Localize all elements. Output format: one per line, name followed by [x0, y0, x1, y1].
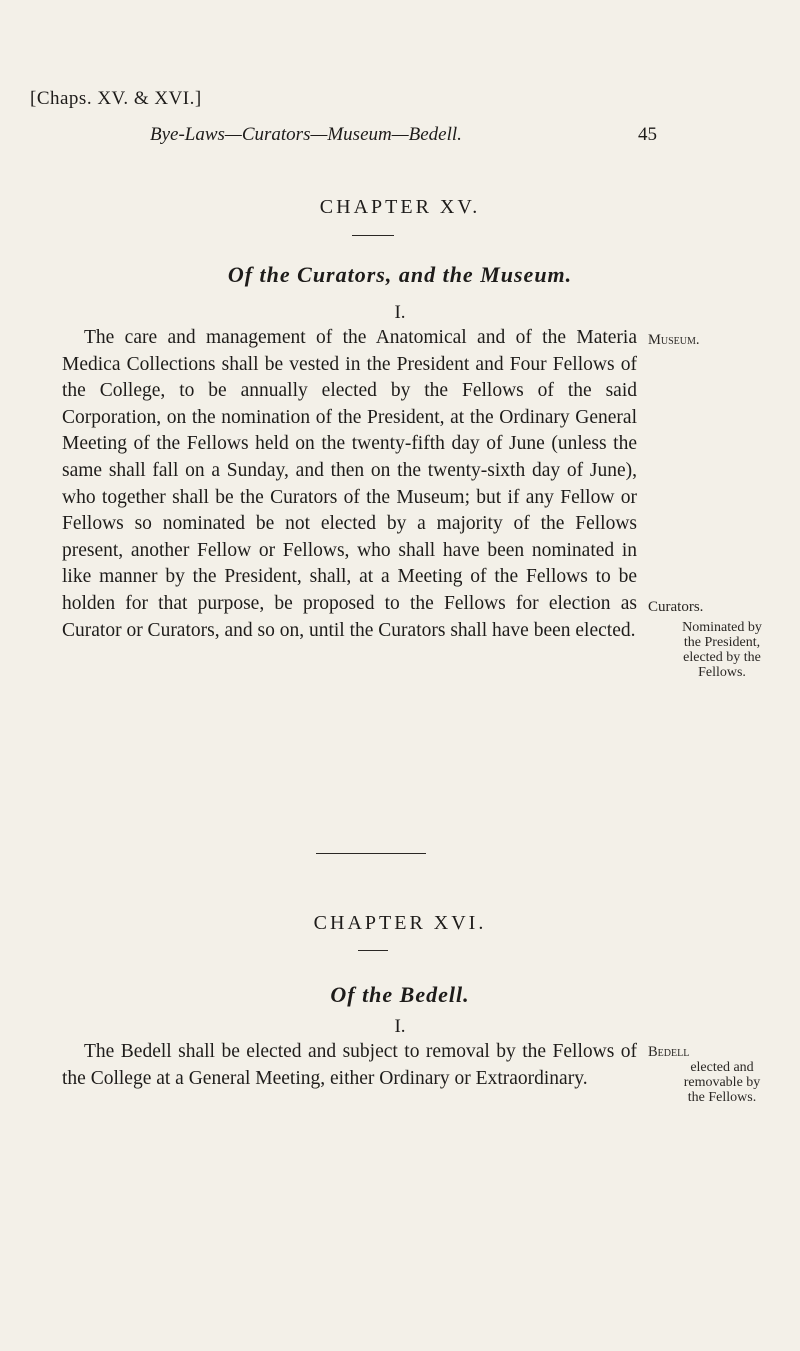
page-number: 45 — [638, 124, 657, 145]
sidenote-line: Nominated by — [682, 620, 762, 635]
chapter-xv-section-number: I. — [394, 302, 406, 323]
chapter-xvi-section-title: Of the Bedell. — [330, 982, 470, 1007]
sidenote-museum: Museum. — [648, 332, 700, 348]
sidenote-line: Fellows. — [698, 665, 746, 680]
sidenote-line: the President, — [683, 635, 761, 650]
chapter-xv-paragraph — [62, 325, 637, 644]
sidenote-line: elected and — [690, 1060, 754, 1075]
sidenote-curators: Curators. — [648, 599, 704, 615]
paragraph-text: The Bedell shall be elected and subject to removal by the Fellows of the College at a General Meeting, either Ordinary or Extraordinary. — [62, 1041, 637, 1089]
sidenote-line: Bedell — [648, 1044, 690, 1060]
chapter-xvi-title: CHAPTER XVI. — [313, 912, 487, 934]
divider-rule — [316, 853, 426, 854]
chapter-xvi-section-number: I. — [394, 1016, 406, 1037]
divider-rule — [352, 235, 394, 236]
sidenote-nominated — [648, 620, 796, 680]
sidenote-line: elected by the — [683, 650, 761, 665]
sidenote-bedell — [648, 1045, 796, 1105]
chapter-xv-title: CHAPTER XV. — [319, 196, 481, 218]
sidenote-line: the Fellows. — [687, 1090, 757, 1105]
chapters-reference: [Chaps. XV. & XVI.] — [30, 88, 202, 109]
running-head: Bye-Laws—Curators—Museum—Bedell. — [150, 124, 462, 145]
chapter-xvi-paragraph — [62, 1039, 637, 1092]
paragraph-text: The care and management of the Anatomical and of the Materia Medica Collections shall be vested in the President and Four Fellows of the College, to be annually elected by the Fellows of the said Corporation, on the nomination of the President, at the Ordinary General Meeting of the Fellows held on the twenty-fifth day of June (unless the same shall fall on a Sunday, and then on the twenty-sixth day of June), who together shall be the Curators of the Museum; but if any Fellow or Fellows so nominated be not elected by a majority of the Fellows present, another Fellow or Fellows, who shall have been nominated in like manner by the President, shall, at a Meeting of the Fellows to be holden for that purpose, be proposed to the Fellows for election as Curator or Curators, and so on, until the Curators shall have been elected. — [62, 327, 637, 641]
divider-rule — [358, 950, 388, 951]
sidenote-line: removable by — [683, 1075, 761, 1090]
chapter-xv-section-title: Of the Curators, and the Museum. — [227, 262, 573, 287]
